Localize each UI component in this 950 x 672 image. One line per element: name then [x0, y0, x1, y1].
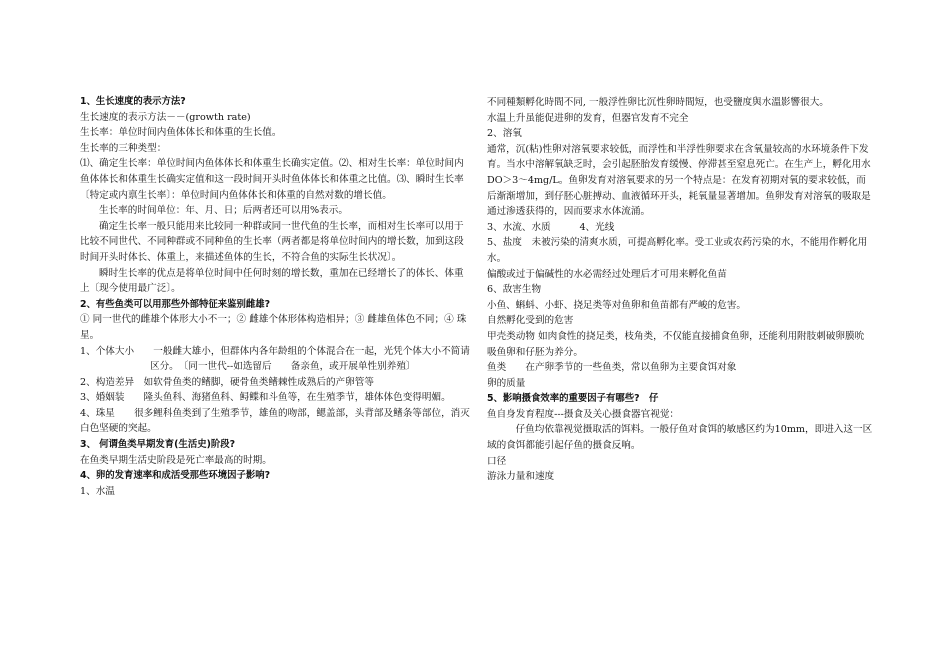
paragraph: 2、构造差异 如软骨鱼类的鳍脚，硬骨鱼类鳍棘性成熟后的产卵管等	[80, 376, 374, 388]
paragraph: 生长率的时间单位：年、月、日；后两者还可以用%表示。	[99, 205, 348, 217]
paragraph: 水温上升虽能促进卵的发育，但器官发育不完全	[487, 112, 689, 124]
paragraph: 5、盐度 未被污染的清爽水质，可提高孵化率。受工业或农药污染的水，不能用作孵化用水。	[487, 237, 868, 264]
paragraph: ⑴、确定生长率：单位时间内鱼体体长和体重生长确实定值。⑵、相对生长率：单位时间内鱼体体长和体重生长确实定值和这一段时间开头时鱼体体长和体重之比值。⑶、瞬时生长率〔特定或内禀生长率〕：单位时间内鱼体体长和体重的自然对数的增长值。	[80, 158, 464, 201]
paragraph: 生长率：单位时间内鱼体体长和体重的生长值。	[80, 127, 282, 139]
paragraph: 卵的质量	[487, 377, 526, 389]
paragraph: 在鱼类早期生活史阶段是死亡率最高的时期。	[80, 454, 272, 466]
paragraph: 仔鱼均依靠视觉摄取活的饵料。一般仔鱼对食饵的敏感区约为10mm，即进入这一区域的食饵都能引起仔鱼的摄食反响。	[487, 424, 873, 452]
left-column	[80, 94, 472, 499]
paragraph: 6、敌害生物	[487, 284, 542, 296]
paragraph: 1、水温	[80, 485, 115, 497]
paragraph: 确定生长率一般只能用来比较同一种群或同一世代鱼的生长率，而相对生长率可以用于比较不同世代、不同种群或不同种鱼的生长率（两者都是将单位时间内的增长数，加到这段时间开头时体长、体重上，来描述鱼体的生长，不符合鱼的实际生长状况〕。	[80, 220, 464, 263]
paragraph: 偏酸或过于偏碱性的水必需经过处理后才可用来孵化鱼苗	[487, 268, 727, 280]
paragraph: 1、个体大小 一般雌大雄小，但群体内各年龄组的个体混合在一起，光凭个体大小不简请区分。 〔同一世代--如选留后 备亲鱼，或开展单性别养殖〕	[80, 345, 470, 373]
paragraph: 通常，沉(粘)性卵对溶氧要求较低，而浮性和半浮性卵要求在含氧量较高的水环境条件下发育。当水中溶解氧缺乏时，会引起胚胎发育缓慢、停滞甚至窒息死亡。在生产上，孵化用水 DO＞3～4mg/L。鱼卵发育对溶氧要求的另一个特点是：在发育初期对氧的要求较低，而后渐渐增加，到仔胚心脏搏动、血液循环开头，耗氧量显著增加。鱼卵发育对溶氧的吸取是通过渗透获得的，因而要求水体流涌。	[487, 143, 881, 218]
paragraph: 鱼自身发育程度---摄食及关心摄食器官视觉：	[487, 408, 680, 420]
paragraph: 游泳力量和速度	[487, 471, 555, 483]
paragraph: 鱼类 在产卵季节的一些鱼类，常以鱼卵为主要食饵对象	[487, 362, 737, 374]
paragraph: 4、珠星 很多鲤科鱼类到了生殖季节，雄鱼的吻部，鳃盖部，头背部及鳍条等部位，消灭白色坚硬的突起。	[80, 407, 470, 435]
paragraph: 生长速度的表示方法－－(growth rate)	[80, 111, 251, 123]
right-column	[487, 95, 881, 485]
paragraph: 口径	[487, 455, 507, 467]
section-heading: 3、 何谓鱼类早期发育(生活史)阶段?	[80, 439, 236, 451]
paragraph: 不同種類孵化時間不同, 一般浮性卵比沉性卵時間短，也受鹽度與水溫影響很大。	[487, 97, 829, 108]
paragraph: 自然孵化受到的危害	[487, 315, 574, 327]
section-heading: 4、卵的发育速率和成活受那些环境因子影响?	[80, 470, 271, 482]
paragraph: 甲壳类动物 如肉食性的挠足类，枝角类，不仅能直接捕食鱼卵，还能利用附肢刺破卵膜吮吸鱼卵和仔胚为养分。	[487, 330, 865, 358]
paragraph: 3、水流、水质 4、光线	[487, 221, 615, 233]
paragraph: 生长率的三种类型：	[80, 142, 167, 154]
section-heading: 1、生长速度的表示方法?	[80, 96, 186, 107]
paragraph: 2、溶氧	[487, 128, 522, 140]
paragraph: 3、婚姻装 隆头鱼科、海猪鱼科、鲟鲽和斗鱼等，在生殖季节，雄体体色变得明媚。	[80, 392, 451, 404]
section-heading: 5、影响摄食效率的重要因子有哪些? 仔	[487, 393, 659, 405]
paragraph: 小鱼、蝌蚪、小虾、挠足类等对鱼卵和鱼苗都有严峻的危害。	[487, 299, 747, 311]
paragraph: ① 同一世代的雌雄个体形大小不一；② 雌雄个体形体构造相异；③ 雌雄鱼体色不同；④ 珠星。	[80, 314, 467, 341]
section-heading: 2、有些鱼类可以用那些外部特征来鉴别雌雄?	[80, 298, 271, 310]
paragraph: 瞬时生长率的优点是将单位时间中任何时刻的增长数，重加在已经增长了的体长、体重上〔现今使用最广泛〕。	[80, 267, 464, 295]
